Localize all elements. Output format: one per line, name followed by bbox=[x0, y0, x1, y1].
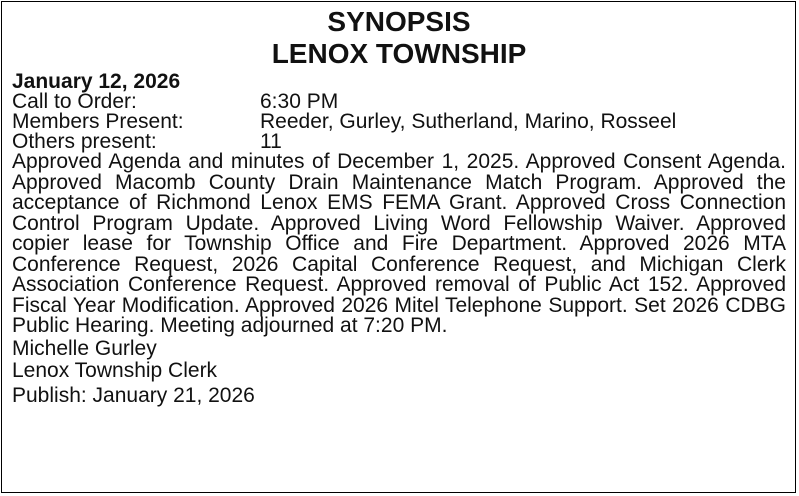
meeting-date: January 12, 2026 bbox=[12, 70, 181, 93]
others-present-row bbox=[12, 132, 786, 152]
minutes-body: Approved Agenda and minutes of December 1, 2025. Approved Consent Agenda. Approved Macomb County Drain Maintenance Match Program. Approved the acceptance of Richmond Lenox EMS FEMA Grant. Approved Cross Connection Control Program Update. Approved Living Word Fellowship Waiver. Approved copier lease for Township Office and Fire Department. Approved 2026 MTA Conference Request, 2026 Capital Conference Request, and Michigan Clerk Association Conference Request. Approved removal of Public Act 152. Approved Fiscal Year Modification. Approved 2026 Mitel Telephone Support. Set 2026 CDBG Public Hearing. Meeting adjourned at 7:20 PM. bbox=[12, 150, 786, 337]
others-present-label: Others present: bbox=[12, 130, 157, 153]
signer-name: Michelle Gurley bbox=[12, 336, 157, 360]
call-to-order-value: 6:30 PM bbox=[260, 90, 339, 113]
notice-title-township: LENOX TOWNSHIP bbox=[271, 38, 527, 69]
signer-title: Lenox Township Clerk bbox=[12, 359, 218, 382]
members-present-row bbox=[12, 112, 786, 132]
call-to-order-row bbox=[12, 92, 786, 112]
members-present-label: Members Present: bbox=[12, 110, 184, 133]
legal-notice bbox=[12, 6, 786, 406]
members-present-value: Reeder, Gurley, Sutherland, Marino, Rosseel bbox=[260, 110, 677, 133]
publish-date: Publish: January 21, 2026 bbox=[12, 383, 255, 407]
call-to-order-label: Call to Order: bbox=[12, 90, 137, 113]
notice-title-synopsis: SYNOPSIS bbox=[327, 6, 471, 37]
others-present-value: 11 bbox=[260, 130, 282, 153]
